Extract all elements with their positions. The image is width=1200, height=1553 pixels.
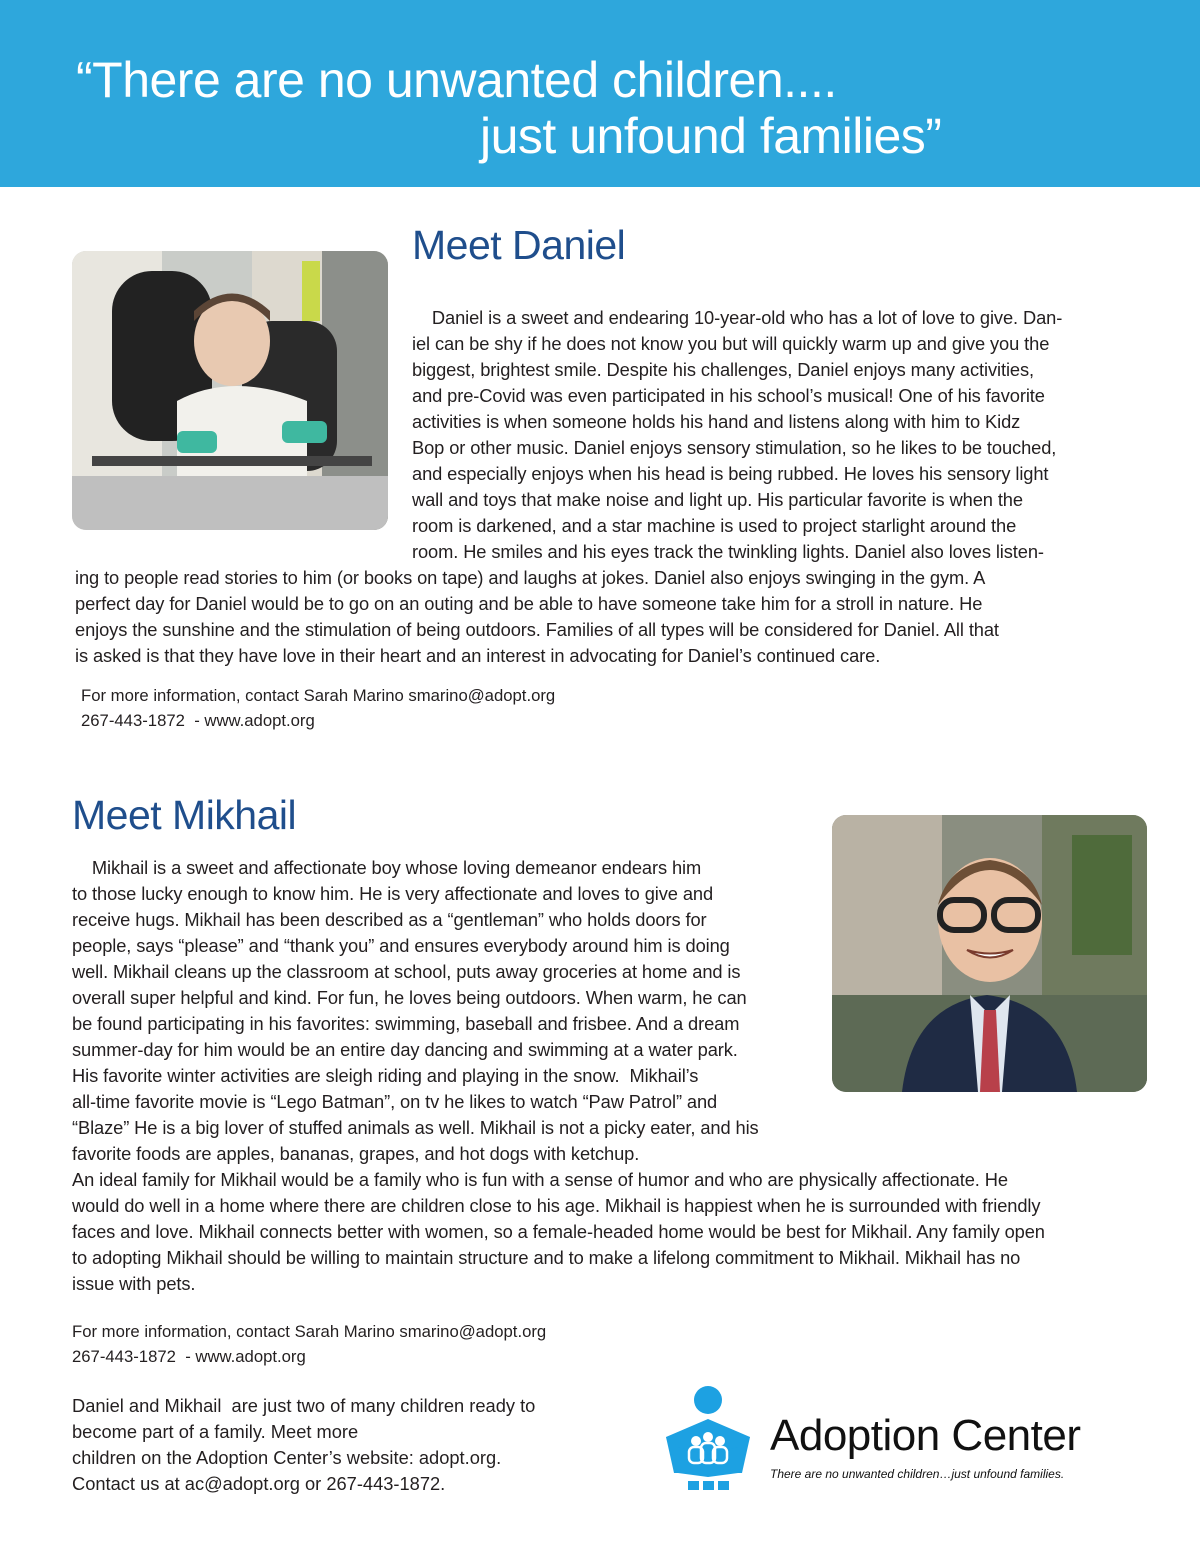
mikhail-contact	[72, 1319, 546, 1369]
mikhail-text-line: summer-day for him would be an entire day dancing and swimming at a water park.	[72, 1039, 738, 1060]
daniel-text-line: Bop or other music. Daniel enjoys sensory stimulation, so he likes to be touched,	[412, 437, 1057, 458]
quote-banner	[0, 0, 1200, 187]
daniel-text-line: biggest, brightest smile. Despite his challenges, Daniel enjoys many activities,	[412, 359, 1034, 380]
closing-line: Daniel and Mikhail are just two of many children ready to	[72, 1395, 536, 1416]
daniel-text-line: iel can be shy if he does not know you but will quickly warm up and give you the	[412, 333, 1050, 354]
closing-line: Contact us at ac@adopt.org or 267-443-1872.	[72, 1473, 446, 1494]
closing-message	[72, 1393, 535, 1497]
adoption-center-logo-icon	[658, 1385, 758, 1495]
daniel-text-line: room. He smiles and his eyes track the twinkling lights. Daniel also loves listen-	[412, 541, 1044, 562]
mikhail-contact-line-1: For more information, contact Sarah Marino smarino@adopt.org	[72, 1322, 547, 1341]
logo-name: Adoption Center	[770, 1411, 1081, 1460]
mikhail-text-line: well. Mikhail cleans up the classroom at school, puts away groceries at home and is	[72, 961, 741, 982]
mikhail-text-line: “Blaze” He is a big lover of stuffed animals as well. Mikhail is not a picky eater, and his	[72, 1117, 759, 1138]
closing-line: children on the Adoption Center’s website: adopt.org.	[72, 1447, 502, 1468]
daniel-text-line: room is darkened, and a star machine is used to project starlight around the	[412, 515, 1017, 536]
daniel-text-line: and especially enjoys when his head is being rubbed. He loves his sensory light	[412, 463, 1049, 484]
mikhail-text-line: would do well in a home where there are children close to his age. Mikhail is happiest when he is surrounded with friendly	[72, 1195, 1041, 1216]
mikhail-text-line: issue with pets.	[72, 1273, 196, 1294]
daniel-text-line: enjoys the sunshine and the stimulation of being outdoors. Families of all types will be considered for Daniel. All that	[75, 619, 999, 640]
daniel-heading: Meet Daniel	[412, 222, 626, 268]
mikhail-text-line: to those lucky enough to know him. He is very affectionate and loves to give and	[72, 883, 714, 904]
daniel-text-line: is asked is that they have love in their heart and an interest in advocating for Daniel’s continued care.	[75, 645, 881, 666]
closing-line: become part of a family. Meet more	[72, 1421, 359, 1442]
mikhail-text-line: to adopting Mikhail should be willing to maintain structure and to make a lifelong commitment to Mikhail. Mikhail has no	[72, 1247, 1021, 1268]
mikhail-text-line: faces and love. Mikhail connects better with women, so a female-headed home would be best for Mikhail. Any family open	[72, 1221, 1045, 1242]
daniel-contact-line-2: 267-443-1872 - www.adopt.org	[81, 711, 315, 730]
daniel-text-line: perfect day for Daniel would be to go on an outing and be able to have someone take him for a stroll in nature. He	[75, 593, 983, 614]
mikhail-text-line: all-time favorite movie is “Lego Batman”, on tv he likes to watch “Paw Patrol” and	[72, 1091, 718, 1112]
mikhail-heading: Meet Mikhail	[72, 792, 297, 838]
mikhail-description	[72, 855, 1045, 1297]
daniel-text-line: and pre-Covid was even participated in his school’s musical! One of his favorite	[412, 385, 1045, 406]
mikhail-contact-line-2: 267-443-1872 - www.adopt.org	[72, 1347, 306, 1366]
mikhail-text-line: favorite foods are apples, bananas, grapes, and hot dogs with ketchup.	[72, 1143, 640, 1164]
daniel-text-line: Daniel is a sweet and endearing 10-year-old who has a lot of love to give. Dan-	[412, 307, 1063, 328]
mikhail-text-line: receive hugs. Mikhail has been described as a “gentleman” who holds doors for	[72, 909, 707, 930]
daniel-photo	[72, 251, 388, 530]
logo-tagline: There are no unwanted children…just unfound families.	[770, 1467, 1065, 1481]
mikhail-text-line: Mikhail is a sweet and affectionate boy whose loving demeanor endears him	[72, 857, 702, 878]
daniel-contact-line-1: For more information, contact Sarah Marino smarino@adopt.org	[81, 686, 556, 705]
mikhail-text-line: An ideal family for Mikhail would be a family who is fun with a sense of humor and who are physically affectionate. He	[72, 1169, 1008, 1190]
daniel-contact	[81, 683, 555, 733]
daniel-text-line: ing to people read stories to him (or books on tape) and laughs at jokes. Daniel also enjoys swinging in the gym. A	[75, 567, 986, 588]
banner-quote-line-2: just unfound families”	[480, 108, 942, 164]
mikhail-text-line: people, says “please” and “thank you” and ensures everybody around him is doing	[72, 935, 730, 956]
mikhail-text-line: overall super helpful and kind. For fun, he loves being outdoors. When warm, he can	[72, 987, 747, 1008]
daniel-text-line: wall and toys that make noise and light up. His particular favorite is when the	[412, 489, 1023, 510]
mikhail-text-line: be found participating in his favorites: swimming, baseball and frisbee. And a dream	[72, 1013, 740, 1034]
daniel-description-full	[75, 565, 999, 669]
banner-quote-line-1: “There are no unwanted children....	[76, 52, 837, 108]
mikhail-text-line: His favorite winter activities are sleigh riding and playing in the snow. Mikhail’s	[72, 1065, 699, 1086]
daniel-text-line: activities is when someone holds his hand and listens along with him to Kidz	[412, 411, 1021, 432]
daniel-description-wrapped	[412, 305, 1062, 565]
